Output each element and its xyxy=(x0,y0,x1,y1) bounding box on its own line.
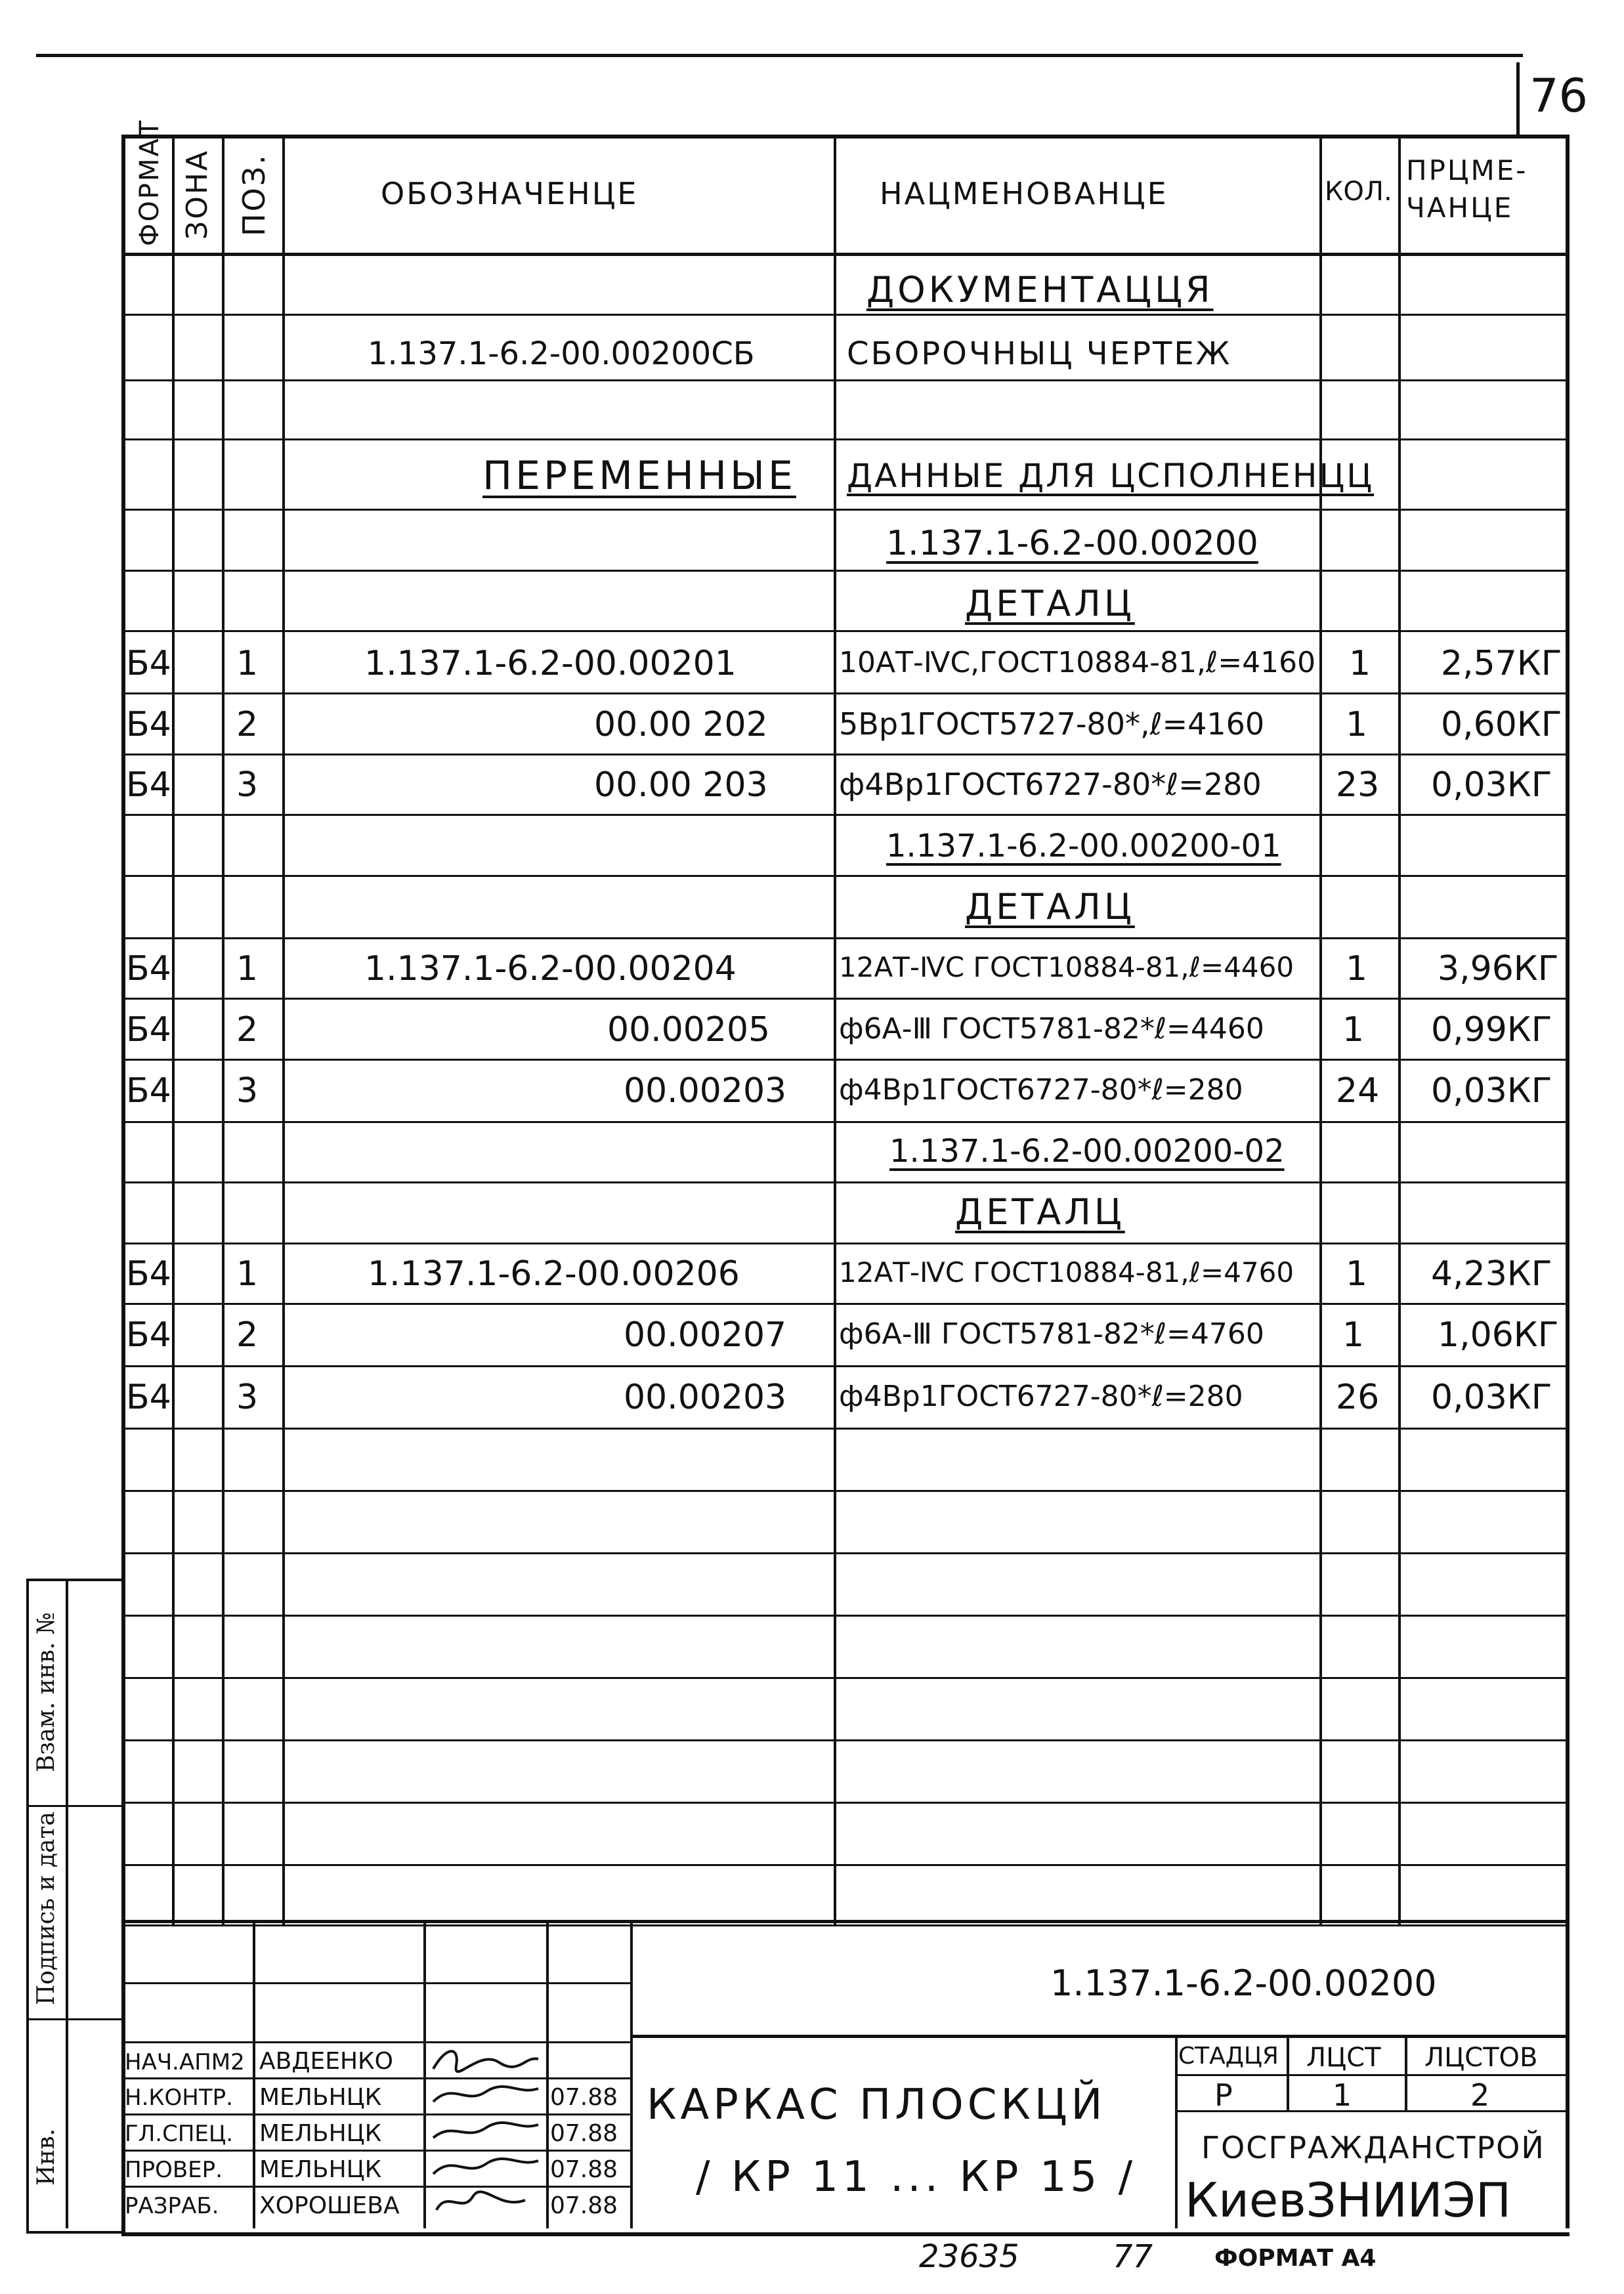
row-line xyxy=(121,314,1568,316)
row-line xyxy=(121,1365,1568,1367)
row-line xyxy=(121,1739,1568,1741)
tb-name: ХОРОШЕВА xyxy=(259,2192,400,2219)
title-block-code-bottom xyxy=(630,2035,1568,2038)
row-designation: 1.137.1-6.2-00.00206 xyxy=(368,1254,740,1294)
header-zone: ЗОНА xyxy=(181,148,214,240)
tb-row-line xyxy=(121,2186,630,2188)
tb-title-line1: КАРКАС ПЛОСКЦЙ xyxy=(647,2081,1107,2129)
variable-title-right: ДАННЫЕ ДЛЯ ЦСПОЛНЕНЦЦ xyxy=(847,457,1375,495)
group-title: ДЕТАЛЦ xyxy=(965,886,1135,927)
tb-sheet: 1 xyxy=(1333,2077,1352,2113)
variable-title-left: ПЕРЕМЕННЫЕ xyxy=(482,453,796,499)
row-name: ф4Вр1ГОСТ6727-80*ℓ=280 xyxy=(839,1380,1243,1413)
row-line xyxy=(121,509,1568,511)
row-line xyxy=(121,1428,1568,1430)
row-format: Б4 xyxy=(126,1315,171,1355)
tb-line-name xyxy=(423,1920,426,2228)
row-designation: 1.137.1-6.2-00.00201 xyxy=(364,644,737,683)
tb-stage-label: СТАДЦЯ xyxy=(1178,2043,1279,2070)
row-qty: 24 xyxy=(1336,1071,1380,1111)
row-pos: 3 xyxy=(236,1071,259,1111)
page-number: 76 xyxy=(1529,69,1589,123)
group-title: ДЕТАЛЦ xyxy=(965,583,1135,624)
row-pos: 1 xyxy=(236,949,259,988)
tb-row-line xyxy=(121,1982,630,1984)
row-note: 3,96КГ xyxy=(1438,949,1559,988)
tb-role: НАЧ.АПМ2 xyxy=(125,2049,245,2075)
row-name: 12АТ-ⅣС ГОСТ10884-81,ℓ=4460 xyxy=(839,951,1294,983)
row-qty: 23 xyxy=(1336,765,1380,805)
tb-line-title-left xyxy=(630,1920,633,2228)
row-note: 4,23КГ xyxy=(1431,1254,1552,1294)
header-qty: КОЛ. xyxy=(1325,177,1392,207)
tb-stage-line xyxy=(1175,2074,1568,2076)
header-note: ПРЦМЕ-ЧАНЦЕ xyxy=(1406,154,1528,224)
row-name: ф4Вр1ГОСТ6727-80*ℓ=280 xyxy=(839,1073,1243,1107)
row-pos: 3 xyxy=(236,1378,259,1417)
row-line xyxy=(121,814,1568,816)
tb-stage: Р xyxy=(1214,2077,1233,2113)
footer-number-1: 23635 xyxy=(919,2238,1019,2275)
row-line xyxy=(121,438,1568,440)
tb-stage-divider xyxy=(1405,2035,1407,2110)
tb-role: Н.КОНТР. xyxy=(125,2085,233,2111)
tb-doc-code: 1.137.1-6.2-00.00200 xyxy=(1050,1963,1437,2004)
row-line xyxy=(121,998,1568,1000)
row-format: Б4 xyxy=(126,949,171,988)
row-format: Б4 xyxy=(126,705,171,744)
row-note: 1,06КГ xyxy=(1438,1315,1559,1355)
row-pos: 1 xyxy=(236,1254,259,1294)
col-line-pos xyxy=(222,135,224,1926)
row-qty: 1 xyxy=(1349,644,1371,683)
row-line xyxy=(121,1552,1568,1554)
row-pos: 3 xyxy=(236,765,259,805)
col-line-qty xyxy=(1319,135,1322,1926)
row-name: 5Вр1ГОСТ5727-80*,ℓ=4160 xyxy=(839,706,1265,742)
footer-number-2: 77 xyxy=(1113,2238,1153,2275)
top-border-line xyxy=(36,54,1523,57)
row-designation: 1.137.1-6.2-00.00204 xyxy=(364,949,737,988)
tb-sheets-label: ЛЦСТОВ xyxy=(1424,2043,1538,2073)
row-designation: 00.00203 xyxy=(624,1071,787,1111)
tb-row-line xyxy=(121,2113,630,2115)
row-line xyxy=(121,630,1568,632)
row-line xyxy=(121,1490,1568,1492)
row-line xyxy=(121,1677,1568,1679)
row-name: 10АТ-ⅣС,ГОСТ10884-81,ℓ=4160 xyxy=(839,646,1316,679)
row-format: Б4 xyxy=(126,1378,171,1417)
col-line-zone xyxy=(172,135,175,1926)
signatures-drawing xyxy=(427,2043,545,2226)
row-designation: 00.00205 xyxy=(607,1010,771,1050)
row-qty: 1 xyxy=(1342,1315,1365,1355)
row-note: 0,03КГ xyxy=(1431,765,1552,805)
row-line xyxy=(121,1059,1568,1061)
row-pos: 2 xyxy=(236,1315,259,1355)
tb-stage-divider xyxy=(1287,2035,1289,2110)
title-block-top xyxy=(121,1920,1568,1923)
tb-line-stage-left xyxy=(1175,2035,1178,2228)
row-qty: 26 xyxy=(1336,1378,1380,1417)
group-code: 1.137.1-6.2-00.00200-01 xyxy=(886,828,1281,864)
row-qty: 1 xyxy=(1346,705,1368,744)
row-designation: 00.00 202 xyxy=(594,705,768,744)
tb-row-line xyxy=(121,2077,630,2079)
row-pos: 2 xyxy=(236,705,259,744)
row-designation: 00.00 203 xyxy=(594,765,768,805)
row-name: 12АТ-ⅣС ГОСТ10884-81,ℓ=4760 xyxy=(839,1256,1294,1288)
group-code: 1.137.1-6.2-00.00200-02 xyxy=(889,1133,1285,1170)
side-label-podpis: Подпись и дата xyxy=(33,1812,60,2005)
tb-org-line2: КиевЗНИИЭП xyxy=(1185,2173,1512,2228)
row-line xyxy=(121,692,1568,694)
header-name: НАЦМЕНОВАНЦЕ xyxy=(880,176,1168,211)
side-stamp-divider xyxy=(66,1579,68,2228)
row-line xyxy=(121,1121,1568,1123)
tb-name: МЕЛЬНЦК xyxy=(259,2120,382,2147)
row-name: ф4Вр1ГОСТ6727-80*ℓ=280 xyxy=(839,767,1262,802)
col-line-designation xyxy=(282,135,285,1926)
group-code: 1.137.1-6.2-00.00200 xyxy=(886,524,1258,563)
row-note: 0,99КГ xyxy=(1431,1010,1552,1050)
row-line xyxy=(121,1864,1568,1866)
row-line xyxy=(121,1181,1568,1183)
row-format: Б4 xyxy=(126,644,171,683)
group-title: ДЕТАЛЦ xyxy=(955,1191,1125,1233)
tb-role: ПРОВЕР. xyxy=(125,2157,223,2183)
row-pos: 2 xyxy=(236,1010,259,1050)
row-line xyxy=(121,379,1568,381)
tb-row-line xyxy=(121,2041,630,2043)
col-line-note xyxy=(1398,135,1401,1926)
row-designation: 00.00203 xyxy=(624,1378,787,1417)
side-label-inv: Инв. xyxy=(33,2128,60,2186)
tb-name: МЕЛЬНЦК xyxy=(259,2156,382,2183)
tb-org-line1: ГОСГРАЖДАНСТРОЙ xyxy=(1201,2130,1545,2165)
col-line-name xyxy=(834,135,836,1926)
row-pos: 1 xyxy=(236,644,259,683)
row-qty: 1 xyxy=(1342,1010,1365,1050)
tb-row-line xyxy=(121,2150,630,2152)
row-note: 0,03КГ xyxy=(1431,1378,1552,1417)
row-note: 2,57КГ xyxy=(1441,644,1562,683)
tb-sheet-label: ЛЦСТ xyxy=(1306,2043,1381,2073)
side-label-vzam: Взам. инв. № xyxy=(33,1612,60,1772)
tb-title-line2: / КР 11 ... КР 15 / xyxy=(696,2153,1137,2201)
row-line xyxy=(121,1615,1568,1617)
row-line xyxy=(121,937,1568,939)
tb-stage-line xyxy=(1175,2110,1568,2112)
row-line xyxy=(121,1243,1568,1244)
doc-name: СБОРОЧНЫЦ ЧЕРТЕЖ xyxy=(847,335,1232,372)
row-note: 0,60КГ xyxy=(1441,705,1562,744)
row-designation: 00.00207 xyxy=(624,1315,787,1355)
tb-name: МЕЛЬНЦК xyxy=(259,2084,382,2111)
row-line xyxy=(121,1802,1568,1804)
row-line xyxy=(121,1924,1568,1926)
row-line xyxy=(121,875,1568,877)
row-qty: 1 xyxy=(1346,949,1368,988)
tb-role: ГЛ.СПЕЦ. xyxy=(125,2121,234,2147)
row-line xyxy=(121,570,1568,572)
header-pos: ПОЗ. xyxy=(236,153,272,236)
tb-name: АВДЕЕНКО xyxy=(259,2048,393,2075)
row-qty: 1 xyxy=(1346,1254,1368,1294)
row-format: Б4 xyxy=(126,1254,171,1294)
row-format: Б4 xyxy=(126,765,171,805)
row-line xyxy=(121,1303,1568,1305)
side-stamp-line xyxy=(26,1805,121,1807)
tb-date: 07.88 xyxy=(550,2192,618,2219)
header-bottom-line xyxy=(121,253,1568,256)
tb-date: 07.88 xyxy=(550,2120,618,2147)
row-note: 0,03КГ xyxy=(1431,1071,1552,1111)
tb-line-sign xyxy=(546,1920,549,2228)
tb-sheets: 2 xyxy=(1470,2077,1490,2113)
header-format: ФОРМАТ xyxy=(135,118,165,246)
row-format: Б4 xyxy=(126,1010,171,1050)
doc-designation: 1.137.1-6.2-00.00200СБ xyxy=(368,335,755,372)
side-stamp-line xyxy=(26,2018,121,2020)
row-format: Б4 xyxy=(126,1071,171,1111)
row-name: ф6А-Ⅲ ГОСТ5781-82*ℓ=4760 xyxy=(839,1317,1264,1351)
header-designation: ОБОЗНАЧЕНЦЕ xyxy=(381,176,639,211)
tb-role: РАЗРАБ. xyxy=(125,2193,219,2219)
footer-format: ФОРМАТ А4 xyxy=(1214,2245,1377,2272)
row-name: ф6А-Ⅲ ГОСТ5781-82*ℓ=4460 xyxy=(839,1012,1264,1046)
section-documentation: ДОКУМЕНТАЦЦЯ xyxy=(866,269,1214,310)
tb-line-role xyxy=(253,1920,255,2228)
row-line xyxy=(121,754,1568,755)
tb-date: 07.88 xyxy=(550,2084,618,2111)
tb-date: 07.88 xyxy=(550,2156,618,2183)
